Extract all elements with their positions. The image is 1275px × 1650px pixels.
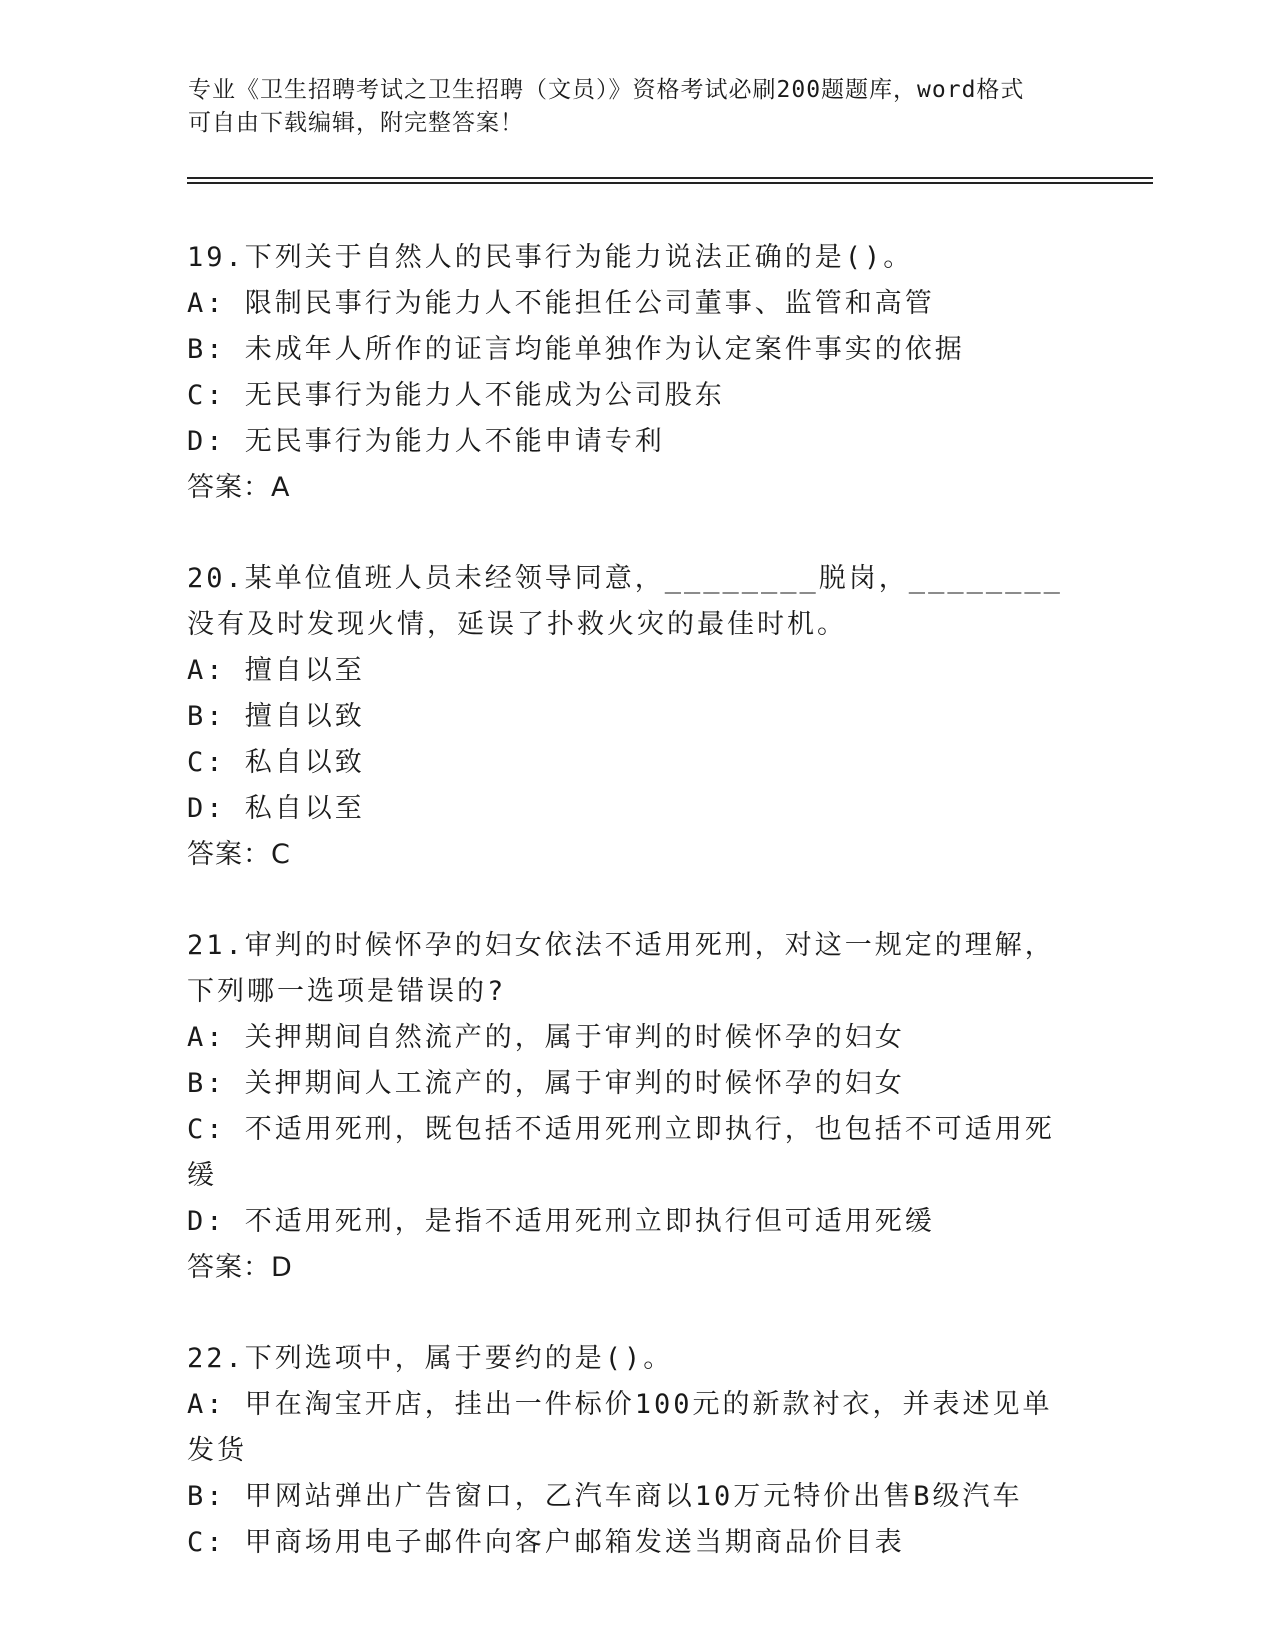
question-list	[187, 235, 1077, 1611]
option-a: A: 限制民事行为能力人不能担任公司董事、监管和高管	[187, 288, 935, 319]
question-22	[187, 1336, 1077, 1566]
option-d: D: 不适用死刑，是指不适用死刑立即执行但可适用死缓	[187, 1206, 935, 1237]
question-stem: 21.审判的时候怀孕的妇女依法不适用死刑，对这一规定的理解，下列哪一选项是错误的?	[187, 930, 1055, 1007]
header-intro-line-2: 可自由下载编辑，附完整答案！	[188, 110, 524, 136]
option-c: C: 甲商场用电子邮件向客户邮箱发送当期商品价目表	[187, 1527, 905, 1558]
header-divider-bottom	[187, 182, 1153, 184]
option-b: B: 甲网站弹出广告窗口，乙汽车商以10万元特价出售B级汽车	[187, 1481, 1023, 1512]
answer-label: 答案：A	[187, 472, 291, 503]
option-a: A: 关押期间自然流产的，属于审判的时候怀孕的妇女	[187, 1022, 905, 1053]
question-21	[187, 923, 1077, 1291]
question-stem: 20.某单位值班人员未经领导同意，________脱岗，________没有及时发现火情，延误了扑救火灾的最佳时机。	[187, 563, 1063, 640]
question-20	[187, 556, 1077, 878]
option-d: D: 私自以至	[187, 793, 365, 824]
question-19	[187, 235, 1077, 511]
header-divider-top	[187, 177, 1153, 179]
question-stem: 22.下列选项中，属于要约的是()。	[187, 1343, 674, 1374]
option-a: A: 甲在淘宝开店，挂出一件标价100元的新款衬衣，并表述见单发货	[187, 1389, 1053, 1466]
question-stem: 19.下列关于自然人的民事行为能力说法正确的是()。	[187, 242, 914, 273]
option-b: B: 未成年人所作的证言均能单独作为认定案件事实的依据	[187, 334, 965, 365]
option-c: C: 无民事行为能力人不能成为公司股东	[187, 380, 725, 411]
option-b: B: 关押期间人工流产的，属于审判的时候怀孕的妇女	[187, 1068, 905, 1099]
option-d: D: 无民事行为能力人不能申请专利	[187, 426, 665, 457]
option-c: C: 私自以致	[187, 747, 365, 778]
answer-label: 答案：D	[187, 1252, 293, 1283]
answer-label: 答案：C	[187, 839, 291, 870]
header-intro-line-1: 专业《卫生招聘考试之卫生招聘（文员）》资格考试必刷200题题库，word格式	[188, 77, 1025, 103]
document-header	[188, 74, 1068, 140]
option-c: C: 不适用死刑，既包括不适用死刑立即执行，也包括不可适用死缓	[187, 1114, 1055, 1191]
option-a: A: 擅自以至	[187, 655, 365, 686]
option-b: B: 擅自以致	[187, 701, 365, 732]
